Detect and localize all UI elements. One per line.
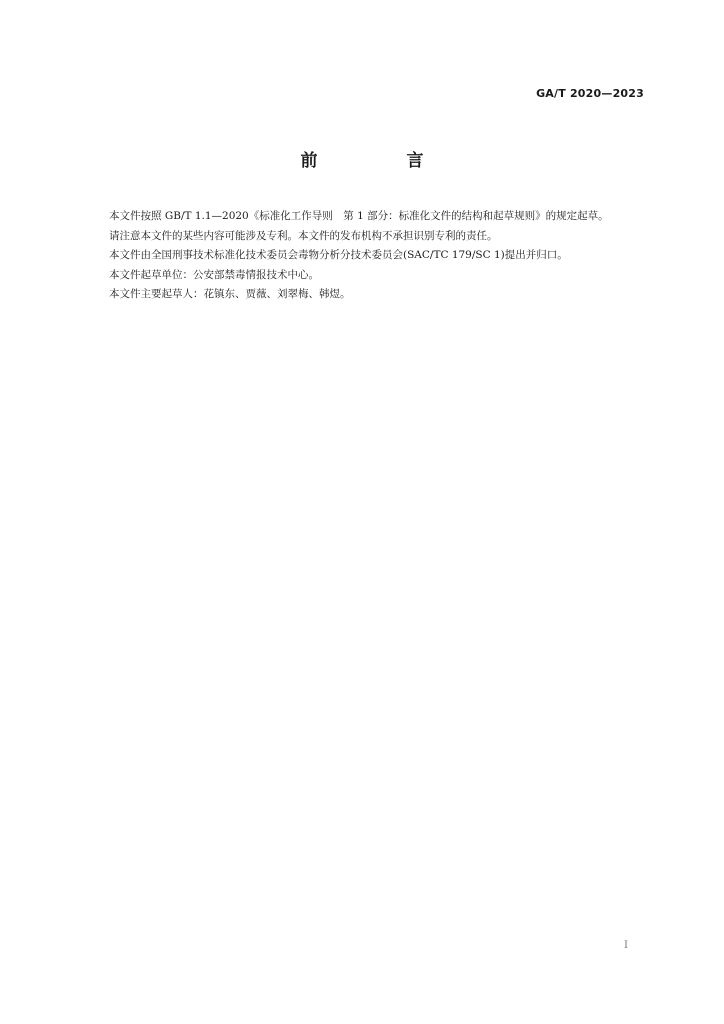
standard-code: GA/T 2020—2023	[536, 87, 644, 100]
paragraph-proposer: 本文件由全国刑事技术标准化技术委员会毒物分析分技术委员会(SAC/TC 179/SC 1)提出并归口。	[109, 249, 568, 261]
paragraph-drafting-unit: 本文件起草单位：公安部禁毒情报技术中心。	[109, 268, 319, 281]
foreword-body	[88, 207, 648, 305]
page-number: I	[624, 940, 628, 951]
paragraph-drafting-rules: 本文件按照 GB/T 1.1—2020《标准化工作导则 第 1 部分：标准化文件的结构和起草规则》的规定起草。	[109, 210, 609, 222]
paragraph-drafters: 本文件主要起草人：花镇东、贾薇、刘翠梅、韩煜。	[109, 288, 351, 300]
page-title: 前 言	[300, 151, 460, 171]
paragraph-patent-notice: 请注意本文件的某些内容可能涉及专利。本文件的发布机构不承担识别专利的责任。	[109, 229, 498, 242]
